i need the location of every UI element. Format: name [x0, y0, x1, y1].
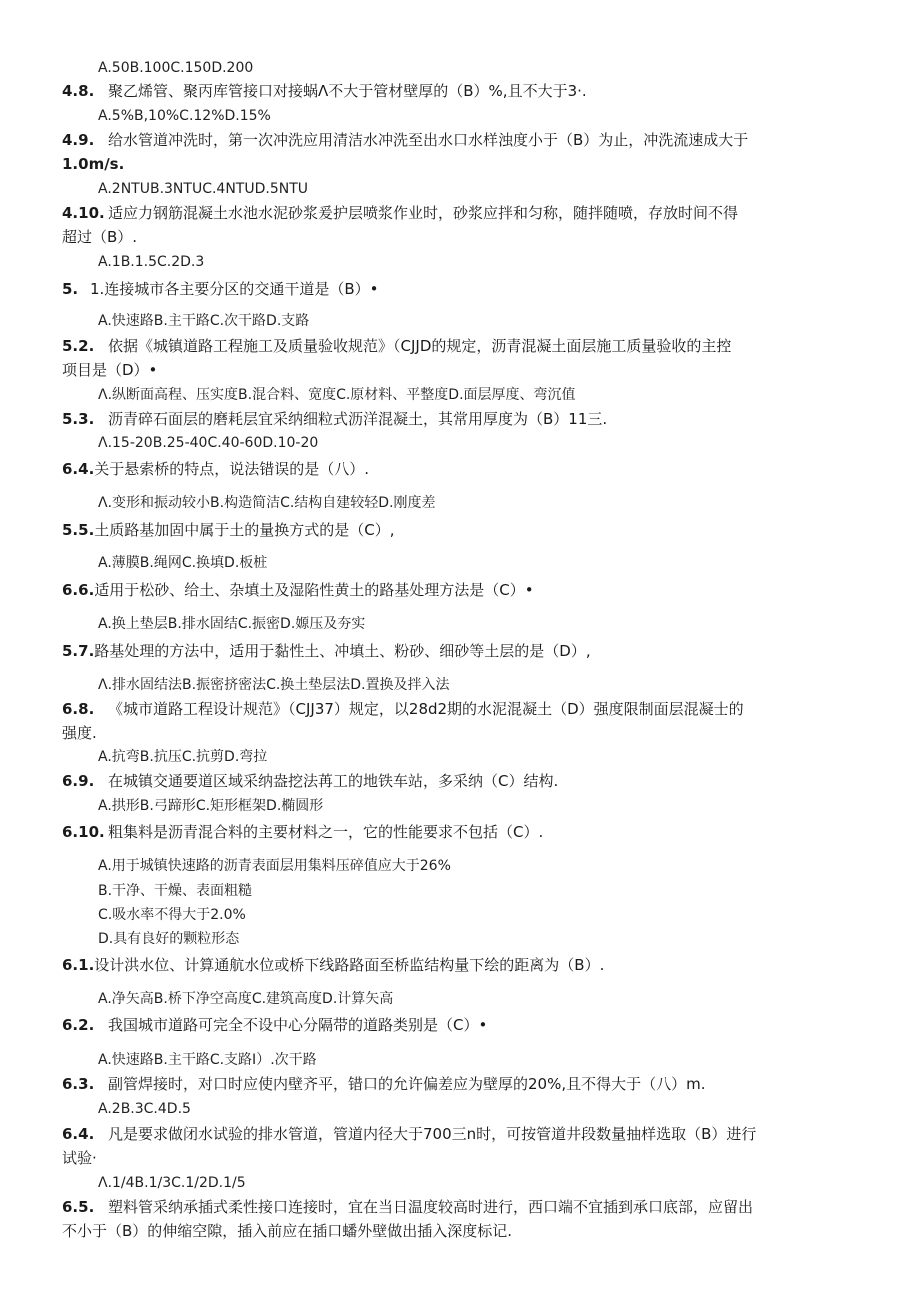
question-text: 沥青碎石面层的磨耗层宜采纳细粒式沥洋混凝土，其常用厚度为（B）11三.	[108, 410, 608, 428]
question-continuation: 项目是（D）•	[62, 361, 158, 379]
option-line: Λ.纵断面高程、压实度B.混合料、宽度C.原材料、平整度D.面层厚度、弯沉值	[98, 387, 576, 403]
question-line	[62, 1127, 756, 1142]
question-number: 6.2.	[62, 1016, 95, 1034]
question-line	[62, 206, 738, 221]
option-line: A.2NTUB.3NTUC.4NTUD.5NTU	[98, 181, 309, 197]
option-line: A.1B.1.5C.2D.3	[98, 254, 205, 270]
question-number: 5.5.	[62, 521, 95, 539]
question-number: 6.10.	[62, 823, 105, 841]
option-line: A.50B.100C.150D.200	[98, 60, 254, 76]
option-line: Λ.1/4B.1∕3C.1/2D.1/5	[98, 1175, 246, 1191]
question-number: 4.8.	[62, 82, 95, 100]
question-number: 6.6.	[62, 581, 95, 599]
option-line: A.5%B,10%C.12%D.15%	[98, 108, 271, 124]
question-text: 适用于松砂、给土、杂填土及湿陷性黄土的路基处理方法是（C）•	[94, 581, 534, 599]
question-number: 5.2.	[62, 337, 95, 355]
option-line: D.具有良好的颗粒形态	[98, 931, 240, 947]
question-text: 依据《城镇道路工程施工及质量验收规范》（CJJD的规定，沥青混凝土面层施工质量验收的主控	[108, 337, 732, 355]
question-line	[62, 84, 587, 99]
question-continuation: 试验·	[62, 1149, 97, 1167]
option-line: A.换上垫层B.排水固结C.振密D.嫄压及夯实	[98, 616, 366, 632]
question-number: 6.3.	[62, 1075, 95, 1093]
question-text: 聚乙烯管、聚丙库管接口对接蜗Λ不大于管材壁厚的（B）%,且不大于3·.	[108, 82, 587, 100]
question-text: 粗集料是沥青混合料的主要材料之一，它的性能要求不包括（C）.	[108, 823, 544, 841]
question-line	[62, 825, 543, 840]
question-number: 4.9.	[62, 131, 95, 149]
question-line	[62, 583, 534, 598]
question-text: 设计洪水位、计算通航水位或桥下线路路面至桥监结构量下绘的距离为（B）.	[94, 956, 605, 974]
question-text: 《城市道路工程设计规范》（CJJ37）规定，以28d2期的水泥混凝土（D）强度限制面层混凝士的	[108, 700, 744, 718]
question-line	[62, 1200, 753, 1215]
question-number: 6.9.	[62, 772, 95, 790]
question-line	[62, 412, 607, 427]
option-line: A.拱形B.弓蹄形C.矩形框架D.椭圆形	[98, 798, 324, 814]
question-text: 1.连接城市各主要分区的交通干道是（B）•	[90, 280, 379, 298]
question-line	[62, 774, 558, 789]
option-line: B.干净、干燥、表面粗糙	[98, 883, 253, 899]
question-number: 5.3.	[62, 410, 95, 428]
question-number: 5.	[62, 280, 79, 298]
option-line: Λ.变形和振动较小B.构造简洁C.结构自建较轻D.刚度差	[98, 495, 436, 511]
option-line: C.吸水率不得大于2.0%	[98, 907, 246, 923]
question-continuation: 不小于（B）的伸缩空隙，插入前应在插口蟠外壁做出插入深度标记.	[62, 1222, 513, 1240]
question-number: 6.5.	[62, 1198, 95, 1216]
option-line: A.薄膜B.绳网C.换填D.板桩	[98, 555, 268, 571]
question-line	[62, 644, 591, 659]
question-text: 我国城市道路可完全不设中心分隔带的道路类别是（C）•	[108, 1016, 488, 1034]
question-number: 6.4.	[62, 1125, 95, 1143]
question-text: 副管焊接时，对口时应使内壁齐平，错口的允许偏差应为壁厚的20%,且不得大于（八）m.	[108, 1075, 706, 1093]
question-continuation: 1.0m∕s.	[62, 155, 125, 173]
option-line: Λ.排水固结法B.振密挤密法C.换土垫层法D.置换及拌入法	[98, 677, 450, 693]
question-line	[62, 462, 369, 477]
question-line	[62, 523, 395, 538]
option-line: A.抗弯B.抗压C.抗剪D.弯拉	[98, 749, 268, 765]
question-text: 塑料管采纳承插式柔性接口连接时，宜在当日温度较高时进行，西口端不宜插到承口底部，应留出	[108, 1198, 754, 1216]
question-number: 6.1.	[62, 956, 95, 974]
question-text: 凡是要求做闭水试验的排水管道，管道内径大于700三n时，可按管道井段数量抽样选取（B）进行	[108, 1125, 757, 1143]
question-line	[62, 958, 604, 973]
question-line	[62, 1077, 706, 1092]
question-text: 给水管道冲洗时，第一次冲洗应用清洁水冲洗至出水口水样浊度小于（B）为止，冲洗流速成大于	[108, 131, 749, 149]
question-number: 5.7.	[62, 642, 95, 660]
option-line: A.用于城镇快速路的沥青表面层用集料压碎值应大于26%	[98, 858, 451, 874]
question-line	[62, 1018, 487, 1033]
option-line: A.净矢高B.桥下净空高度C.建筑高度D.计算矢高	[98, 991, 394, 1007]
question-number: 6.4.	[62, 460, 95, 478]
question-line	[62, 282, 378, 297]
option-line: A.快速路B.主干路C.支路I）.次干路	[98, 1052, 317, 1068]
option-line: A.2B.3C.4D.5	[98, 1101, 191, 1117]
question-text: 路基处理的方法中，适用于黏性土、冲填土、粉砂、细砂等土层的是（D）,	[94, 642, 591, 660]
question-number: 4.10.	[62, 204, 105, 222]
question-text: 在城镇交通要道区域采纳盎挖法苒工的地铁车站，多采纳（C）结构.	[108, 772, 559, 790]
question-text: 关于悬索桥的特点，说法错误的是（八）.	[94, 460, 370, 478]
option-line: A.快速路B.主干路C.次干路D.支路	[98, 313, 310, 329]
question-line	[62, 133, 748, 148]
option-line: Λ.15-20B.25-40C.40-60D.10-20	[98, 435, 319, 451]
question-line	[62, 702, 744, 717]
question-text: 适应力钢筋混凝土水池水泥砂浆爰护层喷浆作业时，砂浆应拌和匀称，随拌随喷，存放时间不得	[108, 204, 739, 222]
question-line	[62, 339, 731, 354]
question-continuation: 强度.	[62, 724, 97, 742]
question-continuation: 超过（B）.	[62, 228, 138, 246]
question-number: 6.8.	[62, 700, 95, 718]
question-text: 土质路基加固中属于土的量换方式的是（C）,	[94, 521, 395, 539]
